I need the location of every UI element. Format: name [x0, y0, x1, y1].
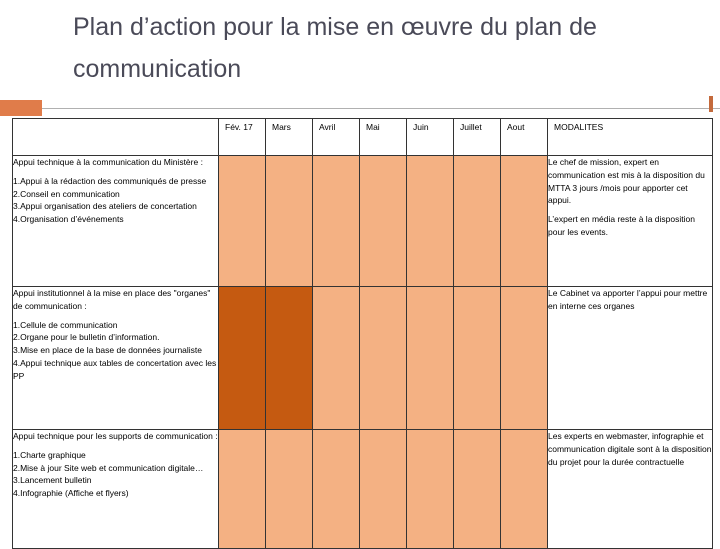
schedule-cell: [407, 430, 454, 549]
month-header: Mai: [360, 119, 407, 156]
modalites-cell: [548, 287, 713, 430]
activity-cell: [13, 156, 219, 287]
activity-heading: Appui technique à la communication du Ministère :: [13, 157, 203, 167]
action-plan-table: [12, 118, 713, 549]
schedule-cell: [501, 156, 548, 287]
month-header: Mars: [266, 119, 313, 156]
modalites-cell: [548, 156, 713, 287]
schedule-cell: [313, 287, 360, 430]
activity-item: 1.Appui à la rédaction des communiqués de presse: [13, 175, 207, 186]
activity-item: 1.Charte graphique: [13, 449, 86, 460]
schedule-cell: [360, 287, 407, 430]
schedule-cell: [313, 156, 360, 287]
schedule-cell: [454, 156, 501, 287]
header-empty-cell: [13, 119, 219, 156]
activity-item: 2.Organe pour le bulletin d’information.: [13, 332, 160, 343]
schedule-cell: [313, 430, 360, 549]
activity-item: 3.Mise en place de la base de données journaliste: [13, 345, 203, 356]
table-row: [13, 430, 713, 549]
schedule-cell: [454, 287, 501, 430]
month-header: Avril: [313, 119, 360, 156]
schedule-cell: [219, 430, 266, 549]
page-title: Plan d’action pour la mise en œuvre du plan de communication: [73, 13, 597, 83]
divider: [42, 108, 720, 109]
modalites-text: Le Cabinet va apporter l’appui pour mettre en interne ces organes: [548, 288, 708, 311]
activity-item: 4.Infographie (Affiche et flyers): [13, 488, 129, 499]
modalites-text: Le chef de mission, expert en communication est mis à la disposition du MTTA 3 jours /mois pour apporter cet appui.: [548, 157, 705, 206]
activity-item: 1.Cellule de communication: [13, 319, 118, 330]
modalites-cell: [548, 430, 713, 549]
schedule-cell: [407, 287, 454, 430]
table-row: [13, 156, 713, 287]
modalites-text: L’expert en média reste à la disposition pour les events.: [548, 214, 695, 237]
accent-tick: [709, 96, 713, 112]
modalites-text: Les experts en webmaster, infographie et communication digitale sont à la disposition du projet pour la durée contractuelle: [548, 431, 712, 467]
schedule-cell: [501, 287, 548, 430]
header-row: [13, 119, 713, 156]
accent-block: [0, 100, 42, 116]
schedule-cell-highlight: [219, 287, 266, 430]
activity-heading: Appui technique pour les supports de communication :: [13, 431, 218, 441]
schedule-cell: [219, 156, 266, 287]
schedule-cell: [360, 430, 407, 549]
activity-item: 3.Lancement bulletin: [13, 475, 92, 486]
activity-heading: Appui institutionnel à la mise en place des "organes" de communication :: [13, 288, 211, 311]
activity-item: 2.Conseil en communication: [13, 188, 120, 199]
schedule-cell: [407, 156, 454, 287]
activity-item: 4.Appui technique aux tables de concertation avec les PP: [13, 357, 217, 381]
schedule-cell: [266, 156, 313, 287]
activity-cell: [13, 430, 219, 549]
month-header: Juillet: [454, 119, 501, 156]
schedule-cell-highlight: [266, 287, 313, 430]
schedule-cell: [454, 430, 501, 549]
schedule-cell: [360, 156, 407, 287]
activity-item: 3.Appui organisation des ateliers de concertation: [13, 201, 197, 212]
activity-item: 2.Mise à jour Site web et communication digitale…: [13, 462, 204, 473]
table-row: [13, 287, 713, 430]
modalites-header: MODALITES: [548, 119, 713, 156]
schedule-cell: [501, 430, 548, 549]
schedule-cell: [266, 430, 313, 549]
month-header: Aout: [501, 119, 548, 156]
month-header: Juin: [407, 119, 454, 156]
month-header: Fév. 17: [219, 119, 266, 156]
activity-item: 4.Organisation d’événements: [13, 214, 124, 225]
activity-cell: [13, 287, 219, 430]
